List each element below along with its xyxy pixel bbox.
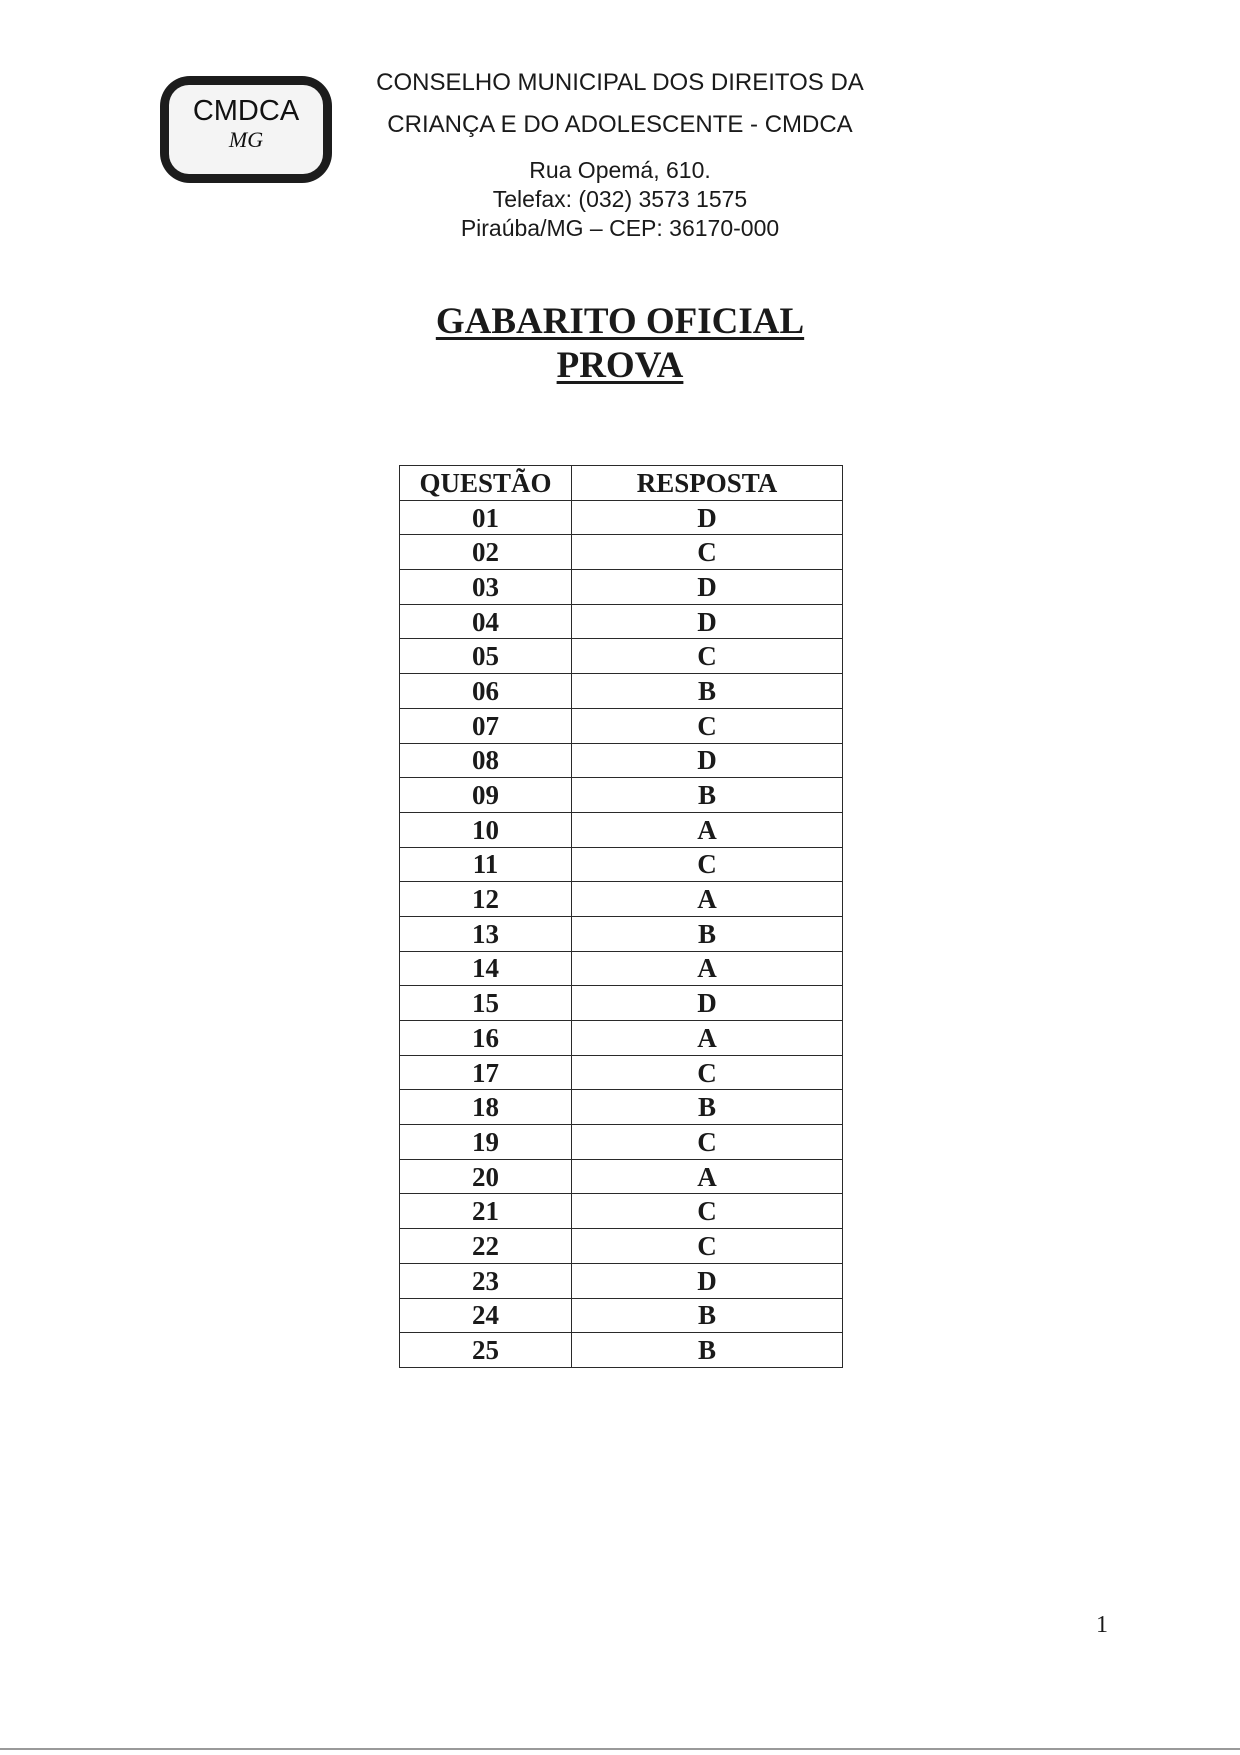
answer-cell: C <box>572 639 843 674</box>
letterhead <box>340 62 900 243</box>
table-row <box>400 535 843 570</box>
answer-cell: B <box>572 674 843 709</box>
column-header-question: QUESTÃO <box>400 466 572 501</box>
question-number-cell: 06 <box>400 674 572 709</box>
cmdca-logo <box>160 76 332 183</box>
question-number-cell: 14 <box>400 951 572 986</box>
answer-cell: B <box>572 1298 843 1333</box>
table-row <box>400 1055 843 1090</box>
answer-cell: C <box>572 1055 843 1090</box>
question-number-cell: 04 <box>400 604 572 639</box>
org-name-line-1: CONSELHO MUNICIPAL DOS DIREITOS DA <box>376 69 864 96</box>
answer-cell: D <box>572 743 843 778</box>
street-address: Rua Opemá, 610. <box>529 157 711 183</box>
question-number-cell: 24 <box>400 1298 572 1333</box>
table-row <box>400 847 843 882</box>
answer-cell: A <box>572 812 843 847</box>
answer-cell: D <box>572 500 843 535</box>
city-postcode: Piraúba/MG – CEP: 36170-000 <box>460 215 780 241</box>
title-block <box>340 300 900 388</box>
answer-cell: B <box>572 778 843 813</box>
table-row <box>400 1159 843 1194</box>
answer-cell: A <box>572 882 843 917</box>
question-number-cell: 09 <box>400 778 572 813</box>
answer-cell: D <box>572 1263 843 1298</box>
table-row <box>400 570 843 605</box>
table-row <box>400 916 843 951</box>
question-number-cell: 18 <box>400 1090 572 1125</box>
answer-cell: C <box>572 1194 843 1229</box>
answer-cell: B <box>572 1333 843 1368</box>
answer-cell: C <box>572 1125 843 1160</box>
org-name-line-2: CRIANÇA E DO ADOLESCENTE - CMDCA <box>387 111 853 138</box>
table-row <box>400 812 843 847</box>
table-row <box>400 1298 843 1333</box>
question-number-cell: 02 <box>400 535 572 570</box>
page-number: 1 <box>1096 1612 1108 1638</box>
table-row <box>400 708 843 743</box>
question-number-cell: 22 <box>400 1229 572 1264</box>
phone-number: Telefax: (032) 3573 1575 <box>492 186 748 212</box>
answer-cell: C <box>572 535 843 570</box>
answer-cell: D <box>572 986 843 1021</box>
table-row <box>400 951 843 986</box>
question-number-cell: 01 <box>400 500 572 535</box>
table-row <box>400 674 843 709</box>
table-row <box>400 882 843 917</box>
question-number-cell: 23 <box>400 1263 572 1298</box>
question-number-cell: 07 <box>400 708 572 743</box>
question-number-cell: 16 <box>400 1021 572 1056</box>
bottom-rule <box>0 1748 1240 1750</box>
answer-cell: D <box>572 604 843 639</box>
table-header-row <box>400 466 843 501</box>
column-header-answer: RESPOSTA <box>572 466 843 501</box>
answer-cell: C <box>572 708 843 743</box>
question-number-cell: 21 <box>400 1194 572 1229</box>
question-number-cell: 10 <box>400 812 572 847</box>
answer-cell: B <box>572 916 843 951</box>
table-row <box>400 1263 843 1298</box>
answer-cell: A <box>572 1021 843 1056</box>
table-row <box>400 1090 843 1125</box>
answer-rows <box>400 500 843 1367</box>
question-number-cell: 17 <box>400 1055 572 1090</box>
answer-cell: B <box>572 1090 843 1125</box>
question-number-cell: 05 <box>400 639 572 674</box>
question-number-cell: 12 <box>400 882 572 917</box>
question-number-cell: 13 <box>400 916 572 951</box>
table-row <box>400 500 843 535</box>
answer-cell: C <box>572 847 843 882</box>
question-number-cell: 19 <box>400 1125 572 1160</box>
table-row <box>400 743 843 778</box>
question-number-cell: 11 <box>400 847 572 882</box>
table-row <box>400 778 843 813</box>
answer-cell: C <box>572 1229 843 1264</box>
logo-state: MG <box>228 127 264 152</box>
table-row <box>400 1229 843 1264</box>
question-number-cell: 20 <box>400 1159 572 1194</box>
page-subtitle: PROVA <box>556 345 684 386</box>
question-number-cell: 15 <box>400 986 572 1021</box>
address-block <box>340 156 900 243</box>
question-number-cell: 25 <box>400 1333 572 1368</box>
table-row <box>400 1021 843 1056</box>
question-number-cell: 08 <box>400 743 572 778</box>
table-row <box>400 639 843 674</box>
logo-abbr: CMDCA <box>192 95 300 127</box>
answer-cell: A <box>572 951 843 986</box>
table-row <box>400 1194 843 1229</box>
table-row <box>400 1333 843 1368</box>
question-number-cell: 03 <box>400 570 572 605</box>
answer-cell: A <box>572 1159 843 1194</box>
table-row <box>400 604 843 639</box>
page-title: GABARITO OFICIAL <box>435 301 805 342</box>
logo-inner <box>169 85 323 174</box>
answer-key-table <box>399 465 843 1368</box>
table-row <box>400 1125 843 1160</box>
table-row <box>400 986 843 1021</box>
answer-cell: D <box>572 570 843 605</box>
